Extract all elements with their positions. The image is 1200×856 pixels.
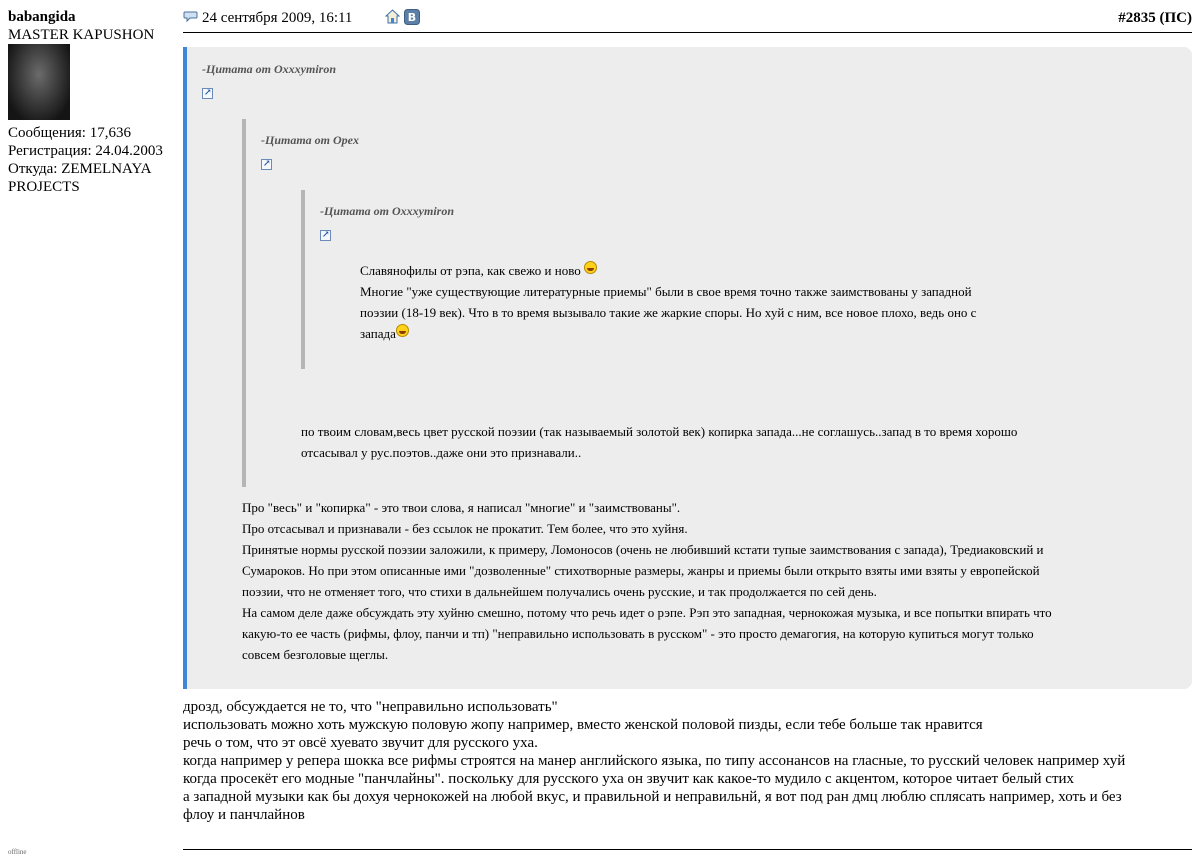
quote-middle-text (301, 421, 1017, 463)
post-number[interactable]: #2835 (1118, 10, 1156, 26)
quote-outer-author: -Цитата от Oxxxymiron (202, 62, 337, 76)
post-date: 24 сентября 2009, 16:11 (202, 10, 353, 26)
post-body (183, 698, 1125, 824)
user-posts-count: Сообщения: 17,636 (8, 125, 131, 141)
jump-to-post-icon[interactable]: ↗ (322, 229, 330, 239)
quote-middle-line: отсасывал у рус.поэтов..даже они это признавали.. (301, 445, 582, 460)
quote-inner-text (360, 260, 976, 344)
post-tag-close: ) (1187, 10, 1192, 26)
quote-outer-line: Сумароков. Но при этом описанные ими "дозволенные" стихотворные размеры, жанры и приемы были открыто взяты ими взяты у европейской (242, 563, 1040, 578)
post-number-group (1118, 10, 1192, 27)
quote-inner-author: -Цитата от Oxxxymiron (320, 204, 455, 218)
svg-text:B: B (407, 11, 417, 24)
vk-icon[interactable] (404, 9, 420, 30)
quote-outer-text (242, 497, 1052, 665)
quote-inner-line: запада (360, 323, 976, 344)
home-icon[interactable] (385, 9, 400, 29)
offline-status: offline (8, 848, 27, 856)
tongue-smiley-icon (396, 324, 409, 337)
username[interactable]: babangida (8, 9, 76, 25)
post-line: когда просекёт его модные "панчлайны". поскольку для русского уха он звучит как какое-то мудило с акцентом, которое читает белый стих (183, 771, 1075, 787)
post-header (183, 8, 1192, 33)
quote-outer-line: совсем безголовые щеглы. (242, 647, 389, 662)
user-info (8, 8, 180, 196)
post-line: когда например у репера шокка все рифмы строятся на манер английского языка, по типу ассонансов на гласные, то русский человек например хуй (183, 753, 1126, 769)
post-line: речь о том, что эт овсё хуевато звучит для русского уха. (183, 735, 538, 751)
quote-middle-line: по твоим словам,весь цвет русской поэзии (так называемый золотой век) копирка запада...не соглашусь..запад в то время хорошо (301, 424, 1018, 439)
quote-outer-line: Про отсасывал и признавали - без ссылок не прокатит. Тем более, что это хуйня. (242, 521, 688, 536)
post-line: а западной музыки как бы дохуя чернокожей на любой вкус, и правильной и неправильнй, я вот под ран дмц люблю сплясать например, хоть и без (183, 789, 1122, 805)
quote-outer-line: На самом деле даже обсуждать эту хуйню смешно, потому что речь идет о рэпе. Рэп это западная, чернокожая музыка, и все попытки впирать что (242, 605, 1052, 620)
post-tag-open: ( (1155, 10, 1165, 26)
post-icon (183, 11, 198, 28)
user-rank: MASTER KAPUSHON (8, 27, 155, 43)
quote-inner-line: поэзии (18-19 век). Что в то время вызывало такие же жаркие споры. Но хуй с ним, все новое плохо, ведь оно с (360, 305, 977, 320)
user-registration: Регистрация: 24.04.2003 (8, 143, 163, 159)
quote-outer-line: Принятые нормы русской поэзии заложили, к примеру, Ломоносов (очень не любивший кстати тупые заимствования с запада), Тредиаковский и (242, 542, 1044, 557)
jump-to-post-icon[interactable]: ↗ (204, 87, 212, 97)
post-footer-divider (183, 849, 1192, 850)
quote-outer-line: Про "весь" и "копирка" - это твои слова, я написал "многие" и "заимствованы". (242, 500, 681, 515)
post-line: флоу и панчлайнов (183, 807, 305, 823)
quote-middle-author: -Цитата от Opex (261, 133, 359, 147)
quote-outer-line: какую-то ее часть (рифмы, флоу, панчи и тп) "неправильно использовать в русском" - это просто демагогия, на которую купиться могут только (242, 626, 1034, 641)
user-location: Откуда: ZEMELNAYA PROJECTS (8, 161, 151, 195)
quote-inner-line: Многие "уже существующие литературные приемы" были в свое время точно также заимствованы у западной (360, 284, 972, 299)
post-tag: ПС (1164, 10, 1187, 26)
post-line: дрозд, обсуждается не то, что "неправильно использовать" (183, 699, 558, 715)
quote-outer-line: поэзии, что не отменяет того, что стихи в дальнейшем получались очень русские, и так продолжается по сей день. (242, 584, 877, 599)
laughing-smiley-icon (584, 261, 597, 274)
quote-inner-line: Славянофилы от рэпа, как свежо и ново (360, 260, 976, 281)
jump-to-post-icon[interactable]: ↗ (263, 158, 271, 168)
post-line: использовать можно хоть мужскую половую жопу например, вместо женской половой пизды, если тебе больше так нравится (183, 717, 983, 733)
avatar (8, 44, 70, 120)
